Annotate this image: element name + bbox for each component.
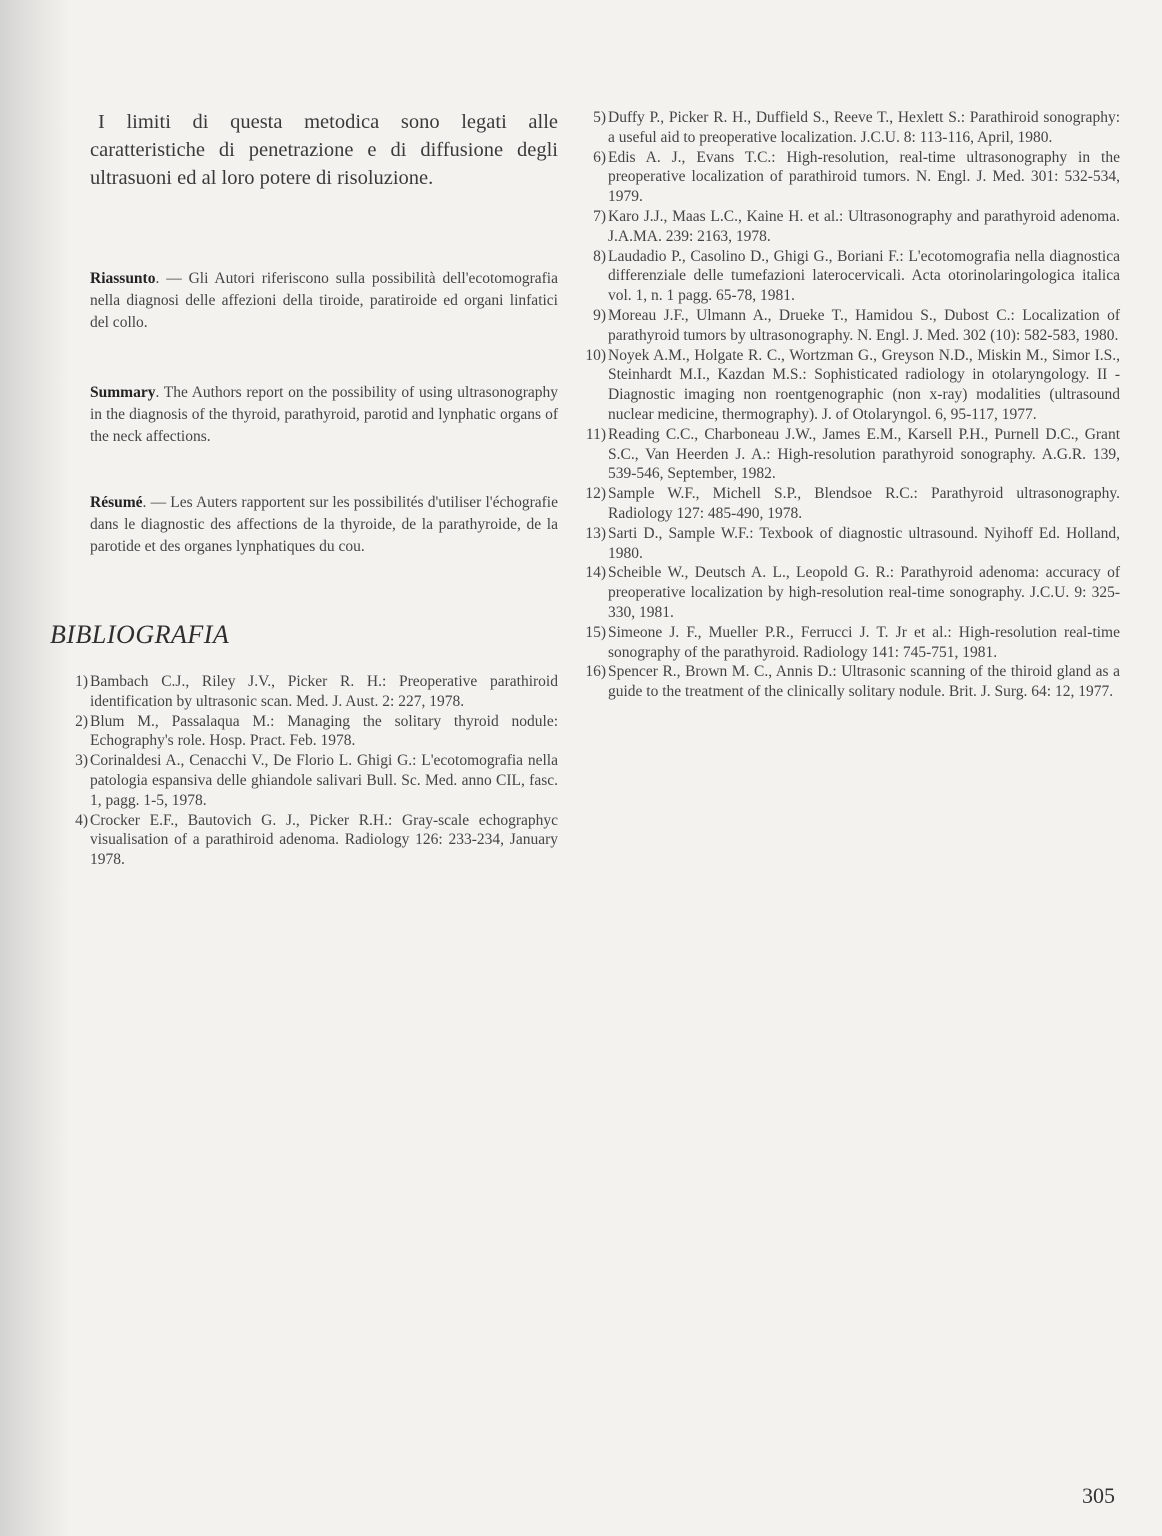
reference-item — [593, 306, 1120, 346]
reference-text: Spencer R., Brown M. C., Annis D.: Ultrasonic scanning of the thiroid gland as a guide to the treatment of the clinically solitary nodule. Brit. J. Surg. 64: 12, 1977. — [608, 663, 1120, 701]
reference-number: 9) — [593, 306, 606, 324]
reference-number: 12) — [585, 485, 606, 503]
reference-number: 5) — [593, 109, 606, 126]
reference-text: Noyek A.M., Holgate R. C., Wortzman G., Greyson N.D., Miskin M., Simor I.S., Steinhardt M.I., Kazdan M.S.: Sophisticated radiology in otolaryngology. II - Diagnostic imaging non roentgenographic (non x-ray) modalities (ultrasound nuclear medicine, thermography). J. of Otolaryngol. 6, 95-117, 1977. — [608, 346, 1120, 423]
reference-list-right — [585, 108, 1120, 702]
riassunto-label: Riassunto — [90, 270, 156, 287]
reference-number: 1) — [75, 673, 88, 690]
reference-text: Crocker E.F., Bautovich G. J., Picker R.H.: Gray-scale echographyc visualisation of a parathiroid adenoma. Radiology 126: 233-234, January 1978. — [90, 811, 558, 869]
summary-text: . The Authors report on the possibility of using ultrasonography in the diagnosis of the thyroid, parathyroid, parotid and lynphatic organs of the neck affections. — [90, 384, 558, 445]
reference-text: Sarti D., Sample W.F.: Texbook of diagnostic ultrasound. Nyihoff Ed. Holland, 1980. — [608, 524, 1120, 562]
reference-item — [75, 751, 558, 810]
reference-item — [593, 207, 1120, 247]
reference-number: 7) — [593, 207, 606, 225]
reference-text: Karo J.J., Maas L.C., Kaine H. et al.: Ultrasonography and parathyroid adenoma. J.A.MA. 239: 2163, 1978. — [608, 207, 1120, 245]
right-column — [585, 108, 1120, 702]
reference-item — [593, 247, 1120, 306]
reference-text: Corinaldesi A., Cenacchi V., De Florio L. Ghigi G.: L'ecotomografia nella patologia espansiva delle ghiandole salivari Bull. Sc. Med. anno CIL, fasc. 1, pagg. 1-5, 1978. — [90, 752, 558, 809]
summary-label: Summary — [90, 384, 156, 401]
reference-number: 3) — [75, 752, 88, 770]
reference-text: Duffy P., Picker R. H., Duffield S., Reeve T., Hexlett S.: Parathiroid sonography: a useful aid to preoperative localization. J.C.U. 8: 113-116, April, 1980. — [608, 109, 1120, 146]
reference-item — [585, 425, 1120, 484]
intro-paragraph: I limiti di questa metodica sono legati alle caratteristiche di penetrazione e di diffusione degli ultrasuoni ed al loro potere di risoluzione. — [90, 111, 558, 189]
left-column — [50, 108, 558, 870]
bibliography-heading: BIBLIOGRAFIA — [50, 620, 230, 649]
reference-text: Scheible W., Deutsch A. L., Leopold G. R.: Parathyroid adenoma: accuracy of preoperative localization by high-resolution real-time sonography. J.C.U. 9: 325-330, 1981. — [608, 564, 1120, 621]
reference-number: 2) — [75, 712, 88, 730]
reference-item — [593, 108, 1120, 148]
reference-text: Bambach C.J., Riley J.V., Picker R. H.: Preoperative parathiroid identification by ultrasonic scan. Med. J. Aust. 2: 227, 1978. — [90, 673, 558, 710]
resume-text: . — Les Auters rapportent sur les possibilités d'utiliser l'échografie dans le diagnostic des affections de la thyroide, de la parathyroide, de la parotide et des organes lynphatiques du cou. — [90, 494, 558, 555]
page-number: 305 — [1082, 1483, 1115, 1508]
reference-text: Simeone J. F., Mueller P.R., Ferrucci J. T. Jr et al.: High-resolution real-time sonography of the parathyroid. Radiology 141: 745-751, 1981. — [608, 623, 1120, 661]
riassunto-paragraph — [90, 268, 558, 334]
reference-number: 15) — [585, 623, 606, 641]
riassunto-text: . — Gli Autori riferiscono sulla possibilità dell'ecotomografia nella diagnosi delle affezioni della tiroide, paratiroide ed organi linfatici del collo. — [90, 270, 558, 331]
reference-list-left — [75, 672, 558, 870]
reference-text: Reading C.C., Charboneau J.W., James E.M., Karsell P.H., Purnell D.C., Grant S.C., Van Heerden J. A.: High-resolution parathyroid sonography. A.G.R. 139, 539-546, September, 1982. — [608, 425, 1120, 483]
reference-number: 13) — [585, 524, 606, 542]
reference-item — [593, 148, 1120, 207]
reference-number: 11) — [585, 425, 606, 443]
resume-paragraph — [90, 492, 558, 558]
reference-number: 10) — [585, 346, 606, 364]
reference-item — [585, 524, 1120, 564]
reference-number: 4) — [75, 811, 88, 829]
reference-number: 8) — [593, 247, 606, 265]
reference-text: Sample W.F., Michell S.P., Blendsoe R.C.: Parathyroid ultrasonography. Radiology 127: 485-490, 1978. — [608, 485, 1120, 522]
reference-text: Edis A. J., Evans T.C.: High-resolution, real-time ultrasonography in the preoperative localization of parathiroid tumors. N. Engl. J. Med. 301: 532-534, 1979. — [608, 148, 1120, 206]
reference-item — [585, 623, 1120, 663]
reference-number: 14) — [585, 564, 606, 582]
reference-item — [585, 346, 1120, 425]
reference-number: 6) — [593, 148, 606, 166]
reference-text: Laudadio P., Casolino D., Ghigi G., Boriani F.: L'ecotomografia nella diagnostica differenziale delle tumefazioni laterocervicali. Acta otorinolaringologica italica vol. 1, n. 1 pagg. 65-78, 1981. — [608, 247, 1120, 305]
reference-text: Moreau J.F., Ulmann A., Drueke T., Hamidou S., Dubost C.: Localization of parathyroid tumors by ultrasonography. N. Engl. J. Med. 302 (10): 582-583, 1980. — [608, 306, 1120, 344]
resume-label: Résumé — [90, 494, 143, 511]
reference-item — [75, 811, 558, 870]
reference-number: 16) — [585, 663, 606, 681]
reference-item — [75, 672, 558, 712]
reference-item — [585, 662, 1120, 702]
reference-item — [585, 563, 1120, 622]
reference-item — [585, 484, 1120, 524]
reference-text: Blum M., Passalaqua M.: Managing the solitary thyroid nodule: Echography's role. Hosp. Pract. Feb. 1978. — [90, 712, 558, 750]
reference-item — [75, 712, 558, 752]
summary-paragraph — [90, 382, 558, 448]
